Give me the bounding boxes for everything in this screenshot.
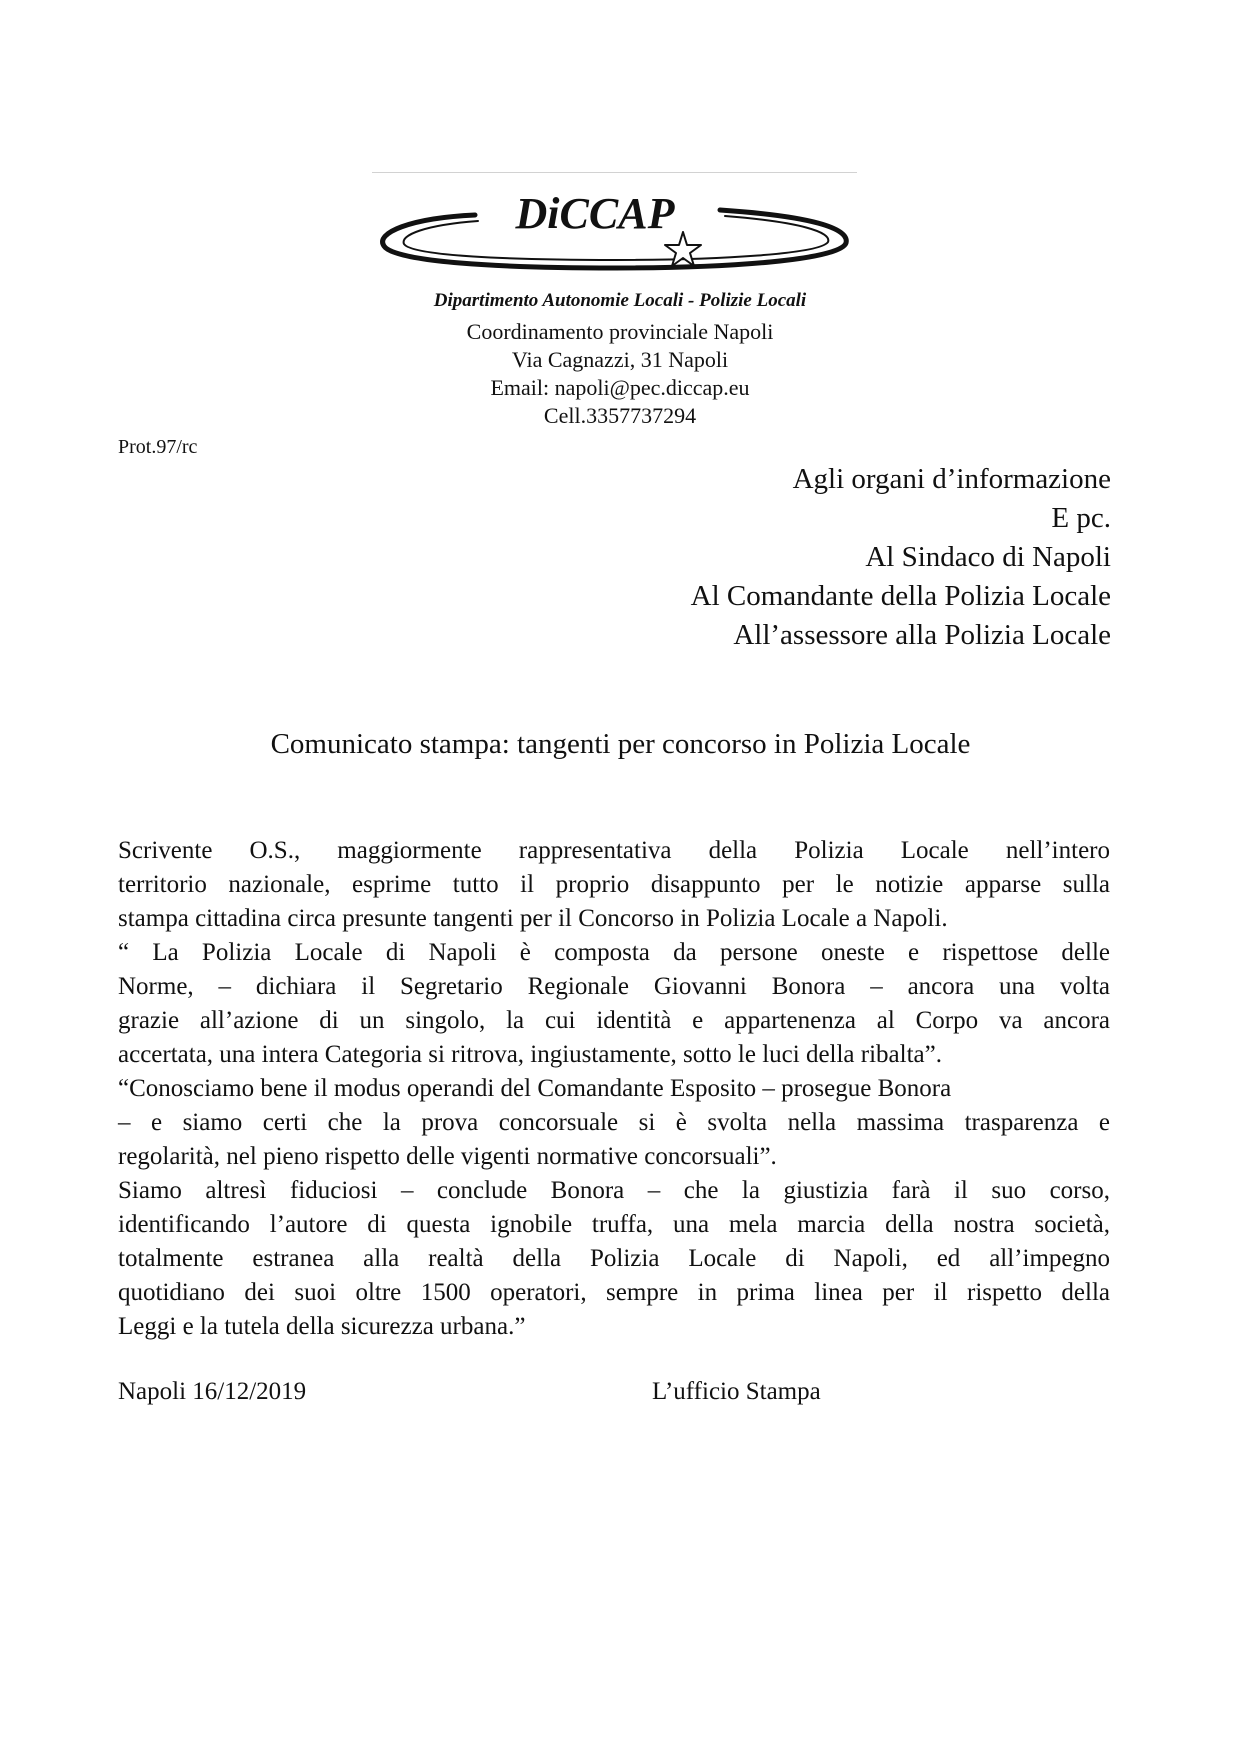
body-line: stampa cittadina circa presunte tangenti per il Concorso in Polizia Locale a Napoli.: [118, 905, 948, 932]
body-line: regolarità, nel pieno rispetto delle vigenti normative concorsuali”.: [118, 1143, 777, 1170]
subject-heading: Comunicato stampa: tangenti per concorso in Polizia Locale: [270, 728, 971, 760]
recipients-block: [411, 460, 1111, 655]
body-line: Leggi e la tutela della sicurezza urbana.”: [118, 1313, 526, 1340]
logo-wordmark: DiCCAP: [515, 189, 675, 238]
signature-date: Napoli 16/12/2019: [118, 1378, 307, 1405]
recipient-line: Agli organi d’informazione: [792, 463, 1111, 495]
header-divider: [372, 172, 857, 173]
org-phone: Cell.3357737294: [543, 403, 697, 428]
body-line: territorio nazionale, esprime tutto il proprio disappunto per le notizie apparse sulla: [118, 871, 1110, 898]
press-release-body: [118, 834, 1110, 1344]
organization-name: Dipartimento Autonomie Locali - Polizie Locali: [433, 290, 807, 311]
body-line: grazie all’azione di un singolo, la cui identità e appartenenza al Corpo va ancora: [118, 1007, 1110, 1034]
recipient-line: E pc.: [1051, 502, 1111, 534]
diccap-logo: [380, 188, 850, 293]
body-line: Siamo altresì fiduciosi – conclude Bonora – che la giustizia farà il suo corso,: [118, 1177, 1110, 1204]
body-line: identificando l’autore di questa ignobile truffa, una mela marcia della nostra società,: [118, 1211, 1110, 1238]
body-line: quotidiano dei suoi oltre 1500 operatori, sempre in prima linea per il rispetto della: [118, 1279, 1110, 1306]
protocol-number: Prot.97/rc: [118, 436, 198, 458]
recipient-line: All’assessore alla Polizia Locale: [733, 619, 1111, 651]
body-line: Norme, – dichiara il Segretario Regionale Giovanni Bonora – ancora una volta: [118, 973, 1110, 1000]
body-line: “Conosciamo bene il modus operandi del Comandante Esposito – prosegue Bonora: [118, 1075, 952, 1102]
body-line: “ La Polizia Locale di Napoli è composta da persone oneste e rispettose delle: [118, 939, 1110, 966]
body-line: Scrivente O.S., maggiormente rappresentativa della Polizia Locale nell’intero: [118, 837, 1110, 864]
body-line: accertata, una intera Categoria si ritrova, ingiustamente, sotto le luci della ribalta”.: [118, 1041, 942, 1068]
org-email: Email: napoli@pec.diccap.eu: [490, 375, 750, 400]
body-line: totalmente estranea alla realtà della Polizia Locale di Napoli, ed all’impegno: [118, 1245, 1110, 1272]
recipient-line: Al Sindaco di Napoli: [865, 541, 1111, 573]
org-address: Via Cagnazzi, 31 Napoli: [511, 347, 729, 372]
organization-contact-block: [300, 318, 940, 430]
body-line: – e siamo certi che la prova concorsuale si è svolta nella massima trasparenza e: [118, 1109, 1110, 1136]
org-info-line: Coordinamento provinciale Napoli: [466, 319, 774, 344]
signature-office: L’ufficio Stampa: [652, 1378, 821, 1405]
recipient-line: Al Comandante della Polizia Locale: [690, 580, 1111, 612]
